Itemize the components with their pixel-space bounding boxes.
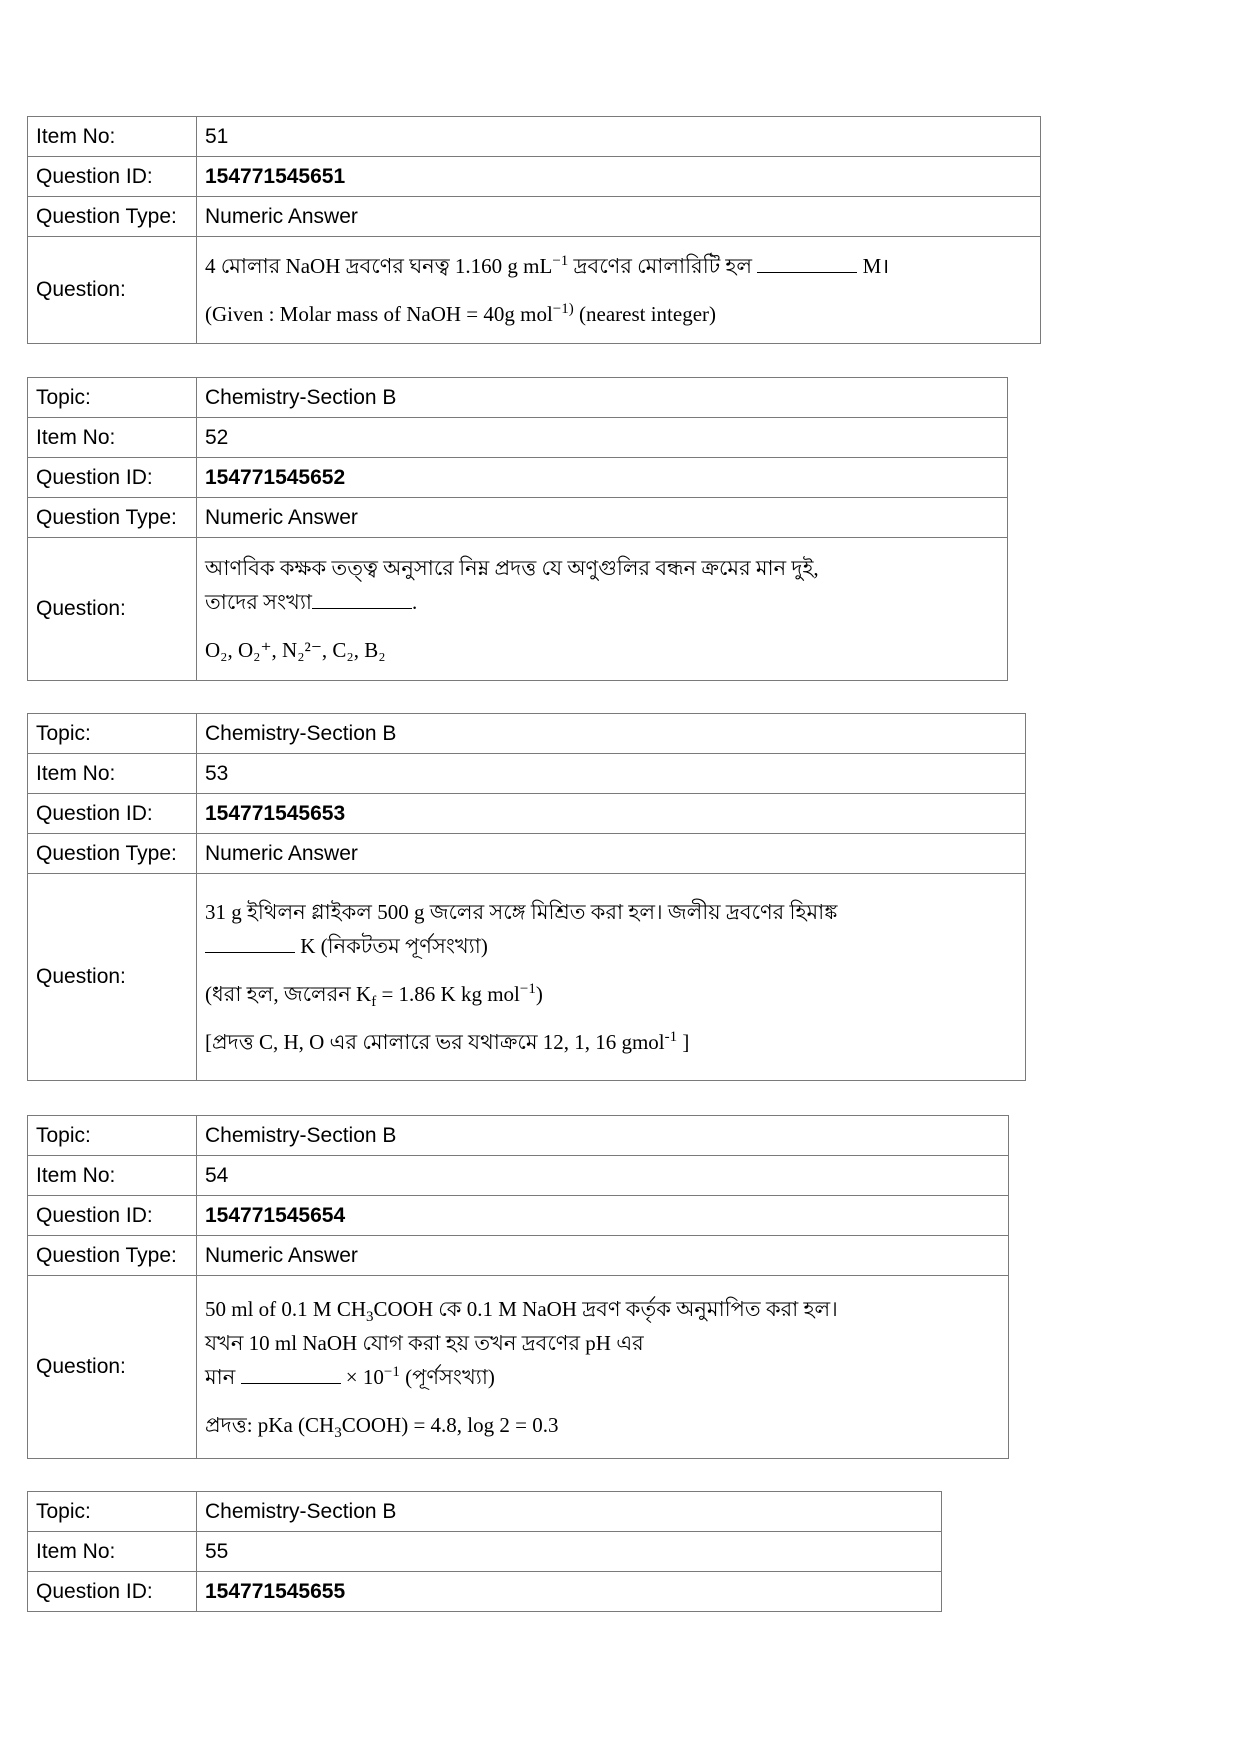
question-body bbox=[197, 538, 1008, 681]
question-line: 31 g ইথিলন গ্লাইকল 500 g জলের সঙ্গে মিশ্রিত করা হল। জলীয় দ্রবণের হিমাঙ্ক bbox=[205, 900, 838, 924]
question-table-55 bbox=[27, 1491, 942, 1612]
question-type-label: Question Type: bbox=[28, 197, 197, 237]
question-text: (ধরা হল, জলেরন K bbox=[205, 982, 372, 1006]
item-no-label: Item No: bbox=[28, 117, 197, 157]
topic-value: Chemistry-Section B bbox=[197, 1116, 1009, 1156]
topic-value: Chemistry-Section B bbox=[197, 714, 1026, 754]
question-type-label: Question Type: bbox=[28, 498, 197, 538]
superscript: −1 bbox=[519, 981, 536, 997]
question-text: COOH কে 0.1 M NaOH দ্রবণ কর্তৃক অনুমাপিত করা হল। bbox=[373, 1297, 838, 1321]
topic-label: Topic: bbox=[28, 1116, 197, 1156]
question-text: প্রদত্ত: pKa (CH bbox=[205, 1413, 335, 1437]
answer-blank bbox=[205, 951, 295, 953]
question-line bbox=[205, 1025, 1017, 1059]
item-no-value: 52 bbox=[197, 418, 1008, 458]
question-text: K (নিকটতম পূর্ণসংখ্যা) bbox=[295, 934, 488, 958]
subscript: f bbox=[371, 994, 377, 1011]
answer-blank bbox=[241, 1382, 341, 1384]
question-id-value: 154771545655 bbox=[197, 1572, 942, 1612]
question-line bbox=[205, 1408, 1000, 1442]
topic-value: Chemistry-Section B bbox=[197, 378, 1008, 418]
item-no-label: Item No: bbox=[28, 1156, 197, 1196]
question-line bbox=[205, 929, 1017, 963]
question-line: O₂, O₂⁺, N₂²⁻, C₂, B₂ bbox=[205, 638, 386, 662]
question-label: Question: bbox=[28, 874, 197, 1081]
question-table-53 bbox=[27, 713, 1026, 1081]
question-body bbox=[197, 237, 1041, 344]
item-no-value: 55 bbox=[197, 1532, 942, 1572]
question-line bbox=[205, 249, 1032, 283]
question-type-value: Numeric Answer bbox=[197, 498, 1008, 538]
question-table-54 bbox=[27, 1115, 1009, 1459]
question-type-value: Numeric Answer bbox=[197, 834, 1026, 874]
question-line bbox=[205, 977, 1017, 1011]
question-text: মান bbox=[205, 1365, 241, 1389]
question-id-label: Question ID: bbox=[28, 458, 197, 498]
question-text: (nearest integer) bbox=[573, 302, 717, 326]
topic-label: Topic: bbox=[28, 714, 197, 754]
question-text: COOH) = 4.8, log 2 = 0.3 bbox=[341, 1413, 559, 1437]
topic-label: Topic: bbox=[28, 378, 197, 418]
question-text: ) bbox=[535, 982, 543, 1006]
question-body bbox=[197, 874, 1026, 1081]
item-no-label: Item No: bbox=[28, 754, 197, 794]
question-label: Question: bbox=[28, 1276, 197, 1459]
answer-blank bbox=[312, 607, 412, 609]
topic-value: Chemistry-Section B bbox=[197, 1492, 942, 1532]
question-text: তাদের সংখ্যা bbox=[205, 590, 313, 614]
question-body bbox=[197, 1276, 1009, 1459]
question-line bbox=[205, 585, 999, 619]
question-text: (পূর্ণসংখ্যা) bbox=[399, 1365, 495, 1389]
question-id-label: Question ID: bbox=[28, 1196, 197, 1236]
question-text: 50 ml of 0.1 M CH bbox=[205, 1297, 367, 1321]
question-label: Question: bbox=[28, 538, 197, 681]
question-type-value: Numeric Answer bbox=[197, 1236, 1009, 1276]
item-no-value: 54 bbox=[197, 1156, 1009, 1196]
question-text: . bbox=[412, 590, 418, 614]
question-line: আণবিক কক্ষক তত্ত্ব অনুসারে নিম্ন প্রদত্ত যে অণুগুলির বন্ধন ক্রমের মান দুই, bbox=[205, 556, 819, 580]
question-table-51 bbox=[27, 116, 1041, 344]
question-text: ] bbox=[677, 1030, 690, 1054]
question-line bbox=[205, 1292, 1000, 1326]
superscript: −1) bbox=[552, 301, 574, 317]
topic-label: Topic: bbox=[28, 1492, 197, 1532]
question-text: 4 মোলার NaOH দ্রবণের ঘনত্ব 1.160 g mL bbox=[205, 254, 553, 278]
question-id-label: Question ID: bbox=[28, 157, 197, 197]
question-line bbox=[205, 1360, 1000, 1394]
question-text: (Given : Molar mass of NaOH = 40g mol bbox=[205, 302, 553, 326]
question-id-value: 154771545654 bbox=[197, 1196, 1009, 1236]
question-text: × 10 bbox=[340, 1365, 384, 1389]
item-no-value: 51 bbox=[197, 117, 1041, 157]
item-no-label: Item No: bbox=[28, 418, 197, 458]
superscript: -1 bbox=[664, 1029, 678, 1045]
question-id-label: Question ID: bbox=[28, 794, 197, 834]
item-no-label: Item No: bbox=[28, 1532, 197, 1572]
question-type-label: Question Type: bbox=[28, 1236, 197, 1276]
question-text: দ্রবণের মোলারিটি হল bbox=[568, 254, 758, 278]
question-type-label: Question Type: bbox=[28, 834, 197, 874]
question-line bbox=[205, 297, 1032, 331]
question-text: [প্রদত্ত C, H, O এর মোলারে ভর যথাক্রমে 12, 1, 16 gmol bbox=[205, 1030, 665, 1054]
question-id-value: 154771545651 bbox=[197, 157, 1041, 197]
question-id-value: 154771545652 bbox=[197, 458, 1008, 498]
question-text: = 1.86 K kg mol bbox=[376, 982, 520, 1006]
question-type-value: Numeric Answer bbox=[197, 197, 1041, 237]
superscript: −1 bbox=[383, 1364, 400, 1380]
question-table-52 bbox=[27, 377, 1008, 681]
question-label: Question: bbox=[28, 237, 197, 344]
subscript: 3 bbox=[334, 1425, 342, 1442]
item-no-value: 53 bbox=[197, 754, 1026, 794]
question-text: M। bbox=[857, 254, 890, 278]
question-id-value: 154771545653 bbox=[197, 794, 1026, 834]
subscript: 3 bbox=[366, 1309, 374, 1326]
answer-blank bbox=[757, 271, 857, 273]
question-line: যখন 10 ml NaOH যোগ করা হয় তখন দ্রবণের pH এর bbox=[205, 1331, 644, 1355]
superscript: −1 bbox=[552, 253, 569, 269]
question-id-label: Question ID: bbox=[28, 1572, 197, 1612]
